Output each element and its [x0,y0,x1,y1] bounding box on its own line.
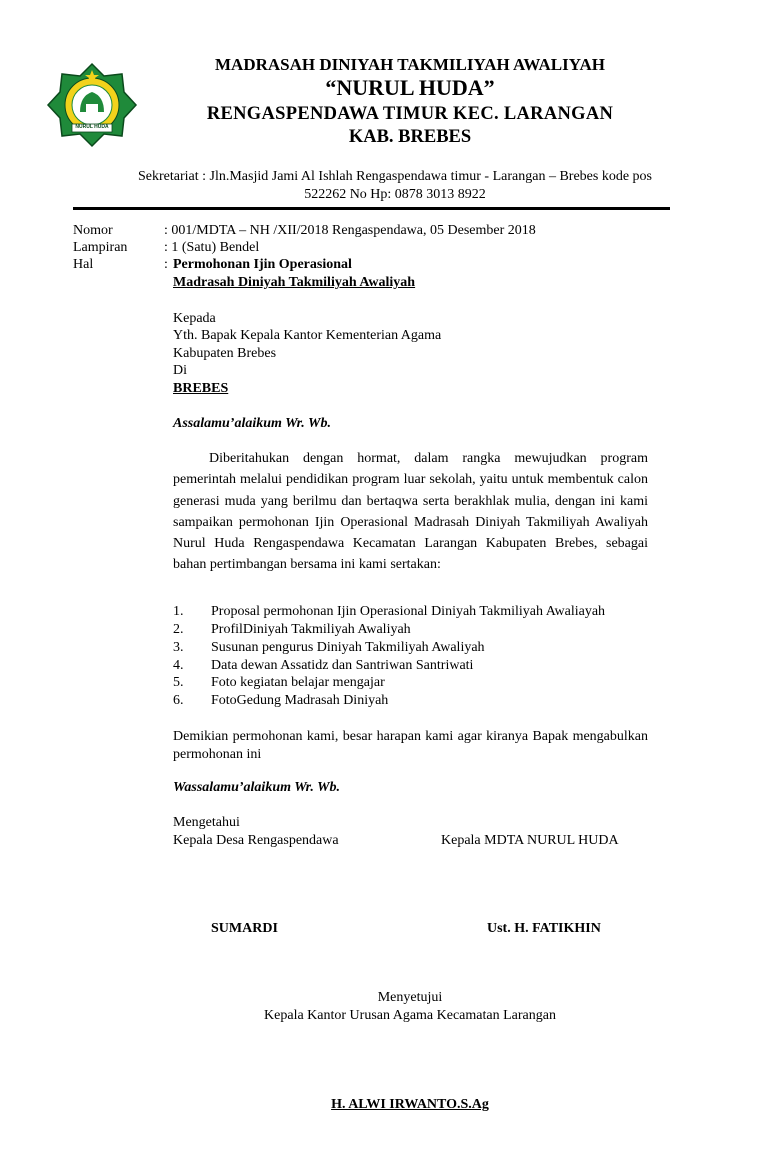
letterhead-line4: KAB. BREBES [348,127,472,147]
nomor-value: : 001/MDTA – NH /XII/2018 Rengaspendawa, 05 Desember 2018 [164,223,536,238]
attachment-number: 3. [173,640,184,655]
attachment-item: ProfilDiniyah Takmiliyah Awaliyah [211,622,411,637]
left-signer-name: SUMARDI [211,921,278,936]
attachment-number: 2. [173,622,184,637]
attachment-number: 4. [173,658,184,673]
attachment-item: Proposal permohonan Ijin Operasional Diniyah Takmiliyah Awaliayah [211,604,606,619]
closing-salutation: Wassalamu’alaikum Wr. Wb. [173,780,341,795]
attachment-item: Data dewan Assatidz dan Santriwan Santriwati [211,658,474,673]
body-paragraph-text: Diberitahukan dengan hormat, dalam rangka mewujudkan program pemerintah melalui pendidikan program luar sekolah, yaitu untuk membentuk calon generasi muda yang berilmu dan bertaqwa serta berakhlak mulia, dengan ini kami sampaikan permohonan Ijin Operasional Madrasah Diniyah Takmiliyah Awaliyah Nurul Huda Rengaspendawa Kecamatan Larangan Kabupaten Brebes, sebagai bahan pertimbangan bersama ini kami sertakan: [173,451,648,573]
hal-colon: : [164,257,168,272]
menyetujui-label: Menyetujui [377,990,443,1005]
recipient-yth: Yth. Bapak Kepala Kantor Kementerian Agama [173,328,442,343]
letterhead-address-line1: Sekretariat : Jln.Masjid Jami Al Ishlah Rengaspendawa timur - Larangan – Brebes kode pos [138,169,652,184]
mengetahui-label: Mengetahui [173,815,240,830]
lampiran-value: : 1 (Satu) Bendel [164,240,260,255]
recipient-kabupaten: Kabupaten Brebes [173,346,277,361]
attachment-item: Foto kegiatan belajar mengajar [211,675,385,690]
letterhead-line3: RENGASPENDAWA TIMUR KEC. LARANGAN [206,104,614,124]
letterhead-line1: MADRASAH DINIYAH TAKMILIYAH AWALIYAH [215,55,605,74]
madrasah-logo [46,62,138,148]
bottom-signer-title: Kepala Kantor Urusan Agama Kecamatan Larangan [264,1008,556,1023]
recipient-kepada: Kepada [173,311,216,326]
opening-salutation: Assalamu’alaikum Wr. Wb. [173,416,331,431]
bottom-signer-name: H. ALWI IRWANTO.S.Ag [331,1097,489,1112]
letterhead-school-name: “NURUL HUDA” [325,75,495,100]
attachment-item: FotoGedung Madrasah Diniyah [211,693,389,708]
closing-paragraph: Demikian permohonan kami, besar harapan kami agar kiranya Bapak mengabulkan permohonan ini [173,729,648,762]
hal-label: Hal [73,257,94,272]
letterhead-address-line2: 522262 No Hp: 0878 3013 8922 [304,187,486,202]
right-signer-title: Kepala MDTA NURUL HUDA [441,833,619,848]
body-paragraph [173,448,648,576]
attachment-number: 5. [173,675,184,690]
right-signer-name: Ust. H. FATIKHIN [487,921,601,936]
attachment-item: Susunan pengurus Diniyah Takmiliyah Awaliyah [211,640,485,655]
lampiran-label: Lampiran [73,240,128,255]
nomor-label: Nomor [73,223,113,238]
hal-value-line2: Madrasah Diniyah Takmiliyah Awaliyah [173,275,416,290]
attachment-number: 1. [173,604,184,619]
recipient-di: Di [173,363,187,378]
attachment-number: 6. [173,693,184,708]
hal-value-line1: Permohonan Ijin Operasional [173,257,352,272]
left-signer-title: Kepala Desa Rengaspendawa [173,833,339,848]
letterhead-divider [73,207,670,210]
recipient-place: BREBES [173,381,229,396]
logo-text: NURUL HUDA [75,124,109,130]
